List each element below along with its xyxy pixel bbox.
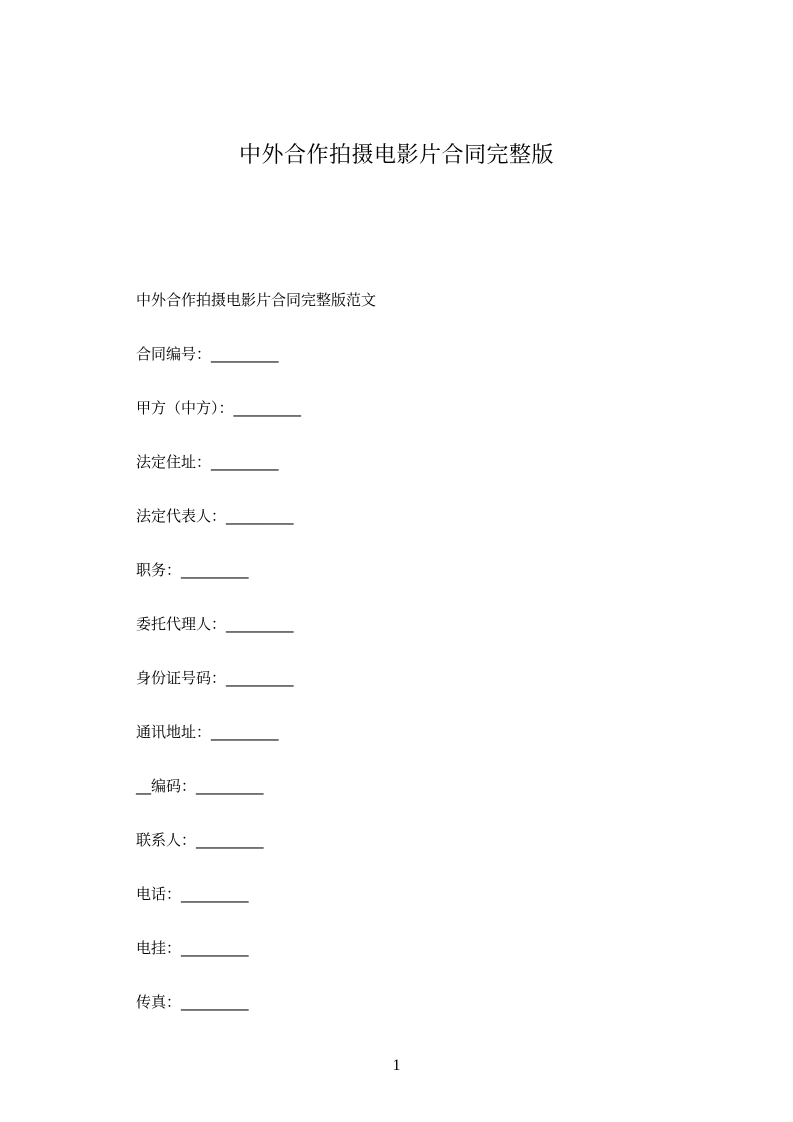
contract-field-list [136,342,696,1044]
legal-address-field: 法定住址：_________ [136,453,279,471]
telegraph-field: 电挂：_________ [136,939,249,957]
document-title: 中外合作拍摄电影片合同完整版 [238,143,554,168]
page-number: 1 [392,1057,401,1074]
position-field: 职务：_________ [136,561,249,579]
mailing-address-field: 通讯地址：_________ [136,723,279,741]
document-subtitle: 中外合作拍摄电影片合同完整版范文 [136,291,377,309]
postal-code-field: __编码：_________ [136,777,264,795]
telephone-field: 电话：_________ [136,885,249,903]
contact-person-field: 联系人：_________ [136,831,264,849]
party-a-field: 甲方（中方）：_________ [136,399,302,417]
legal-representative-field: 法定代表人：_________ [136,507,294,525]
authorized-agent-field: 委托代理人：_________ [136,615,294,633]
contract-number-field: 合同编号：_________ [136,345,279,363]
fax-field: 传真：_________ [136,993,249,1011]
id-number-field: 身份证号码：_________ [136,669,294,687]
